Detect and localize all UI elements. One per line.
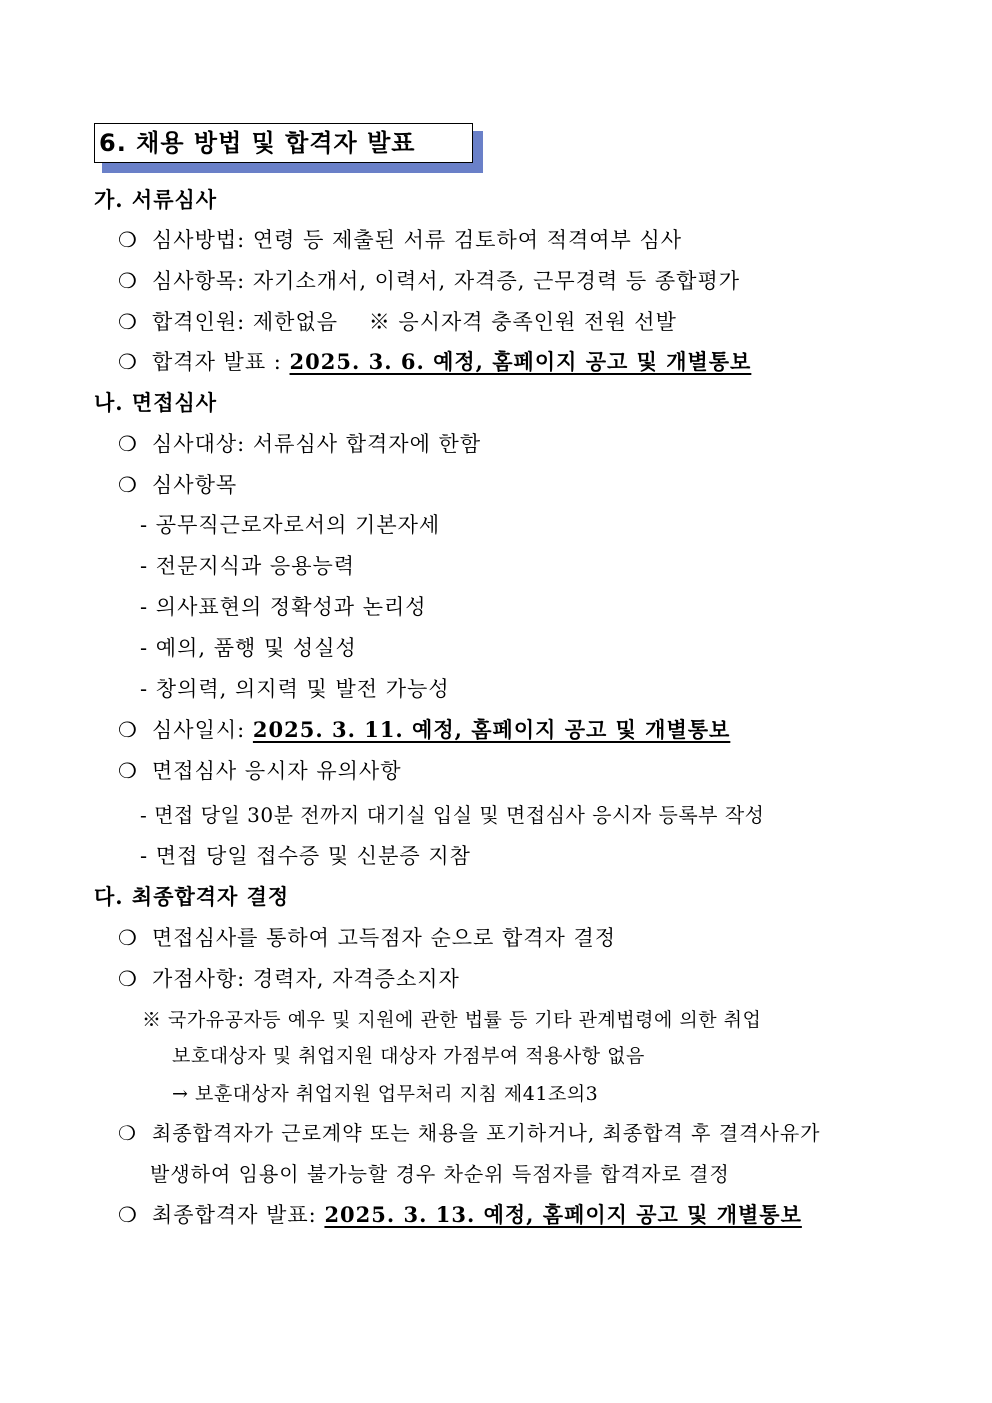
interview-date: 2025. 3. 11. 예정, 홈페이지 공고 및 개별통보 [252,717,731,742]
item-text: 심사항목: 자기소개서, 이력서, 자격증, 근무경력 등 종합평가 [152,269,741,293]
section-title-block [94,123,484,175]
note-item [140,842,471,870]
dash-icon: - [140,513,149,537]
item-label: 합격자 발표 : [152,350,290,374]
item-text: 심사항목 [152,473,238,497]
item-text: 심사방법: 연령 등 제출된 서류 검토하여 적격여부 심사 [152,228,683,252]
criteria-item [140,593,427,621]
note-item [140,801,764,829]
bullet-icon: ❍ [118,759,138,783]
reference-note-cont: 보호대상자 및 취업지원 대상자 가점부여 적용사항 없음 [172,1045,645,1067]
bullet-icon: ❍ [118,1121,137,1145]
criteria-item [140,511,440,539]
dash-icon: - [140,844,149,868]
item-text: 가점사항: 경력자, 자격증소지자 [152,967,460,991]
subsection-heading-document-review: 가. 서류심사 [94,187,218,212]
bullet-icon: ❍ [118,269,138,293]
item-text: 심사대상: 서류심사 합격자에 한함 [152,432,482,456]
list-item [118,1201,802,1229]
list-item [118,471,237,499]
criteria-item [140,552,355,580]
criteria-text: 공무직근로자로서의 기본자세 [155,513,441,537]
reference-note-arrow: → 보훈대상자 취업지원 업무처리 지침 제41조의3 [172,1083,599,1105]
subsection-heading-final-decision: 다. 최종합격자 결정 [94,884,290,909]
dash-icon: - [140,677,149,701]
reference-note: ※ 국가유공자등 예우 및 지원에 관한 법률 등 기타 관계법령에 의한 취업 [142,1009,762,1031]
dash-icon: - [140,595,149,619]
item-text: 면접심사 응시자 유의사항 [152,759,402,783]
bullet-icon: ❍ [118,926,138,950]
list-item [118,348,751,376]
bullet-icon: ❍ [118,310,138,334]
item-label: 심사일시: [152,718,253,742]
bullet-icon: ❍ [118,718,138,742]
criteria-text: 의사표현의 정확성과 논리성 [155,595,427,619]
item-text-continuation: 발생하여 임용이 불가능할 경우 차순위 득점자를 합격자로 결정 [150,1162,730,1186]
bullet-icon: ❍ [118,228,138,252]
item-text: 합격인원: 제한없음 ※ 응시자격 충족인원 전원 선발 [152,310,677,334]
list-item [118,308,677,336]
bullet-icon: ❍ [118,1203,138,1227]
bullet-icon: ❍ [118,967,138,991]
list-item [118,267,740,295]
criteria-text: 전문지식과 응용능력 [155,554,356,578]
criteria-item [140,675,450,703]
section-title: 6. 채용 방법 및 합격자 발표 [94,123,473,163]
note-text: 면접 당일 30분 전까지 대기실 입실 및 면접심사 응시자 등록부 작성 [154,803,765,827]
bullet-icon: ❍ [118,350,138,374]
item-text: 면접심사를 통하여 고득점자 순으로 합격자 결정 [152,926,617,950]
list-item [118,430,481,458]
list-item [118,965,460,993]
dash-icon: - [140,803,148,827]
list-item [118,1119,820,1147]
list-item [118,924,616,952]
bullet-icon: ❍ [118,432,138,456]
dash-icon: - [140,636,149,660]
dash-icon: - [140,554,149,578]
item-text: 최종합격자가 근로계약 또는 채용을 포기하거나, 최종합격 후 결격사유가 [152,1121,821,1145]
announcement-date: 2025. 3. 6. 예정, 홈페이지 공고 및 개별통보 [289,349,752,374]
bullet-icon: ❍ [118,473,138,497]
criteria-item [140,634,357,662]
subsection-heading-interview: 나. 면접심사 [94,390,218,415]
list-item [118,226,682,254]
list-item [118,757,402,785]
list-item [118,716,730,744]
criteria-text: 창의력, 의지력 및 발전 가능성 [155,677,450,701]
final-announcement-date: 2025. 3. 13. 예정, 홈페이지 공고 및 개별통보 [324,1202,802,1227]
criteria-text: 예의, 품행 및 성실성 [155,636,357,660]
note-text: 면접 당일 접수증 및 신분증 지참 [155,844,471,868]
item-label: 최종합격자 발표: [152,1203,325,1227]
